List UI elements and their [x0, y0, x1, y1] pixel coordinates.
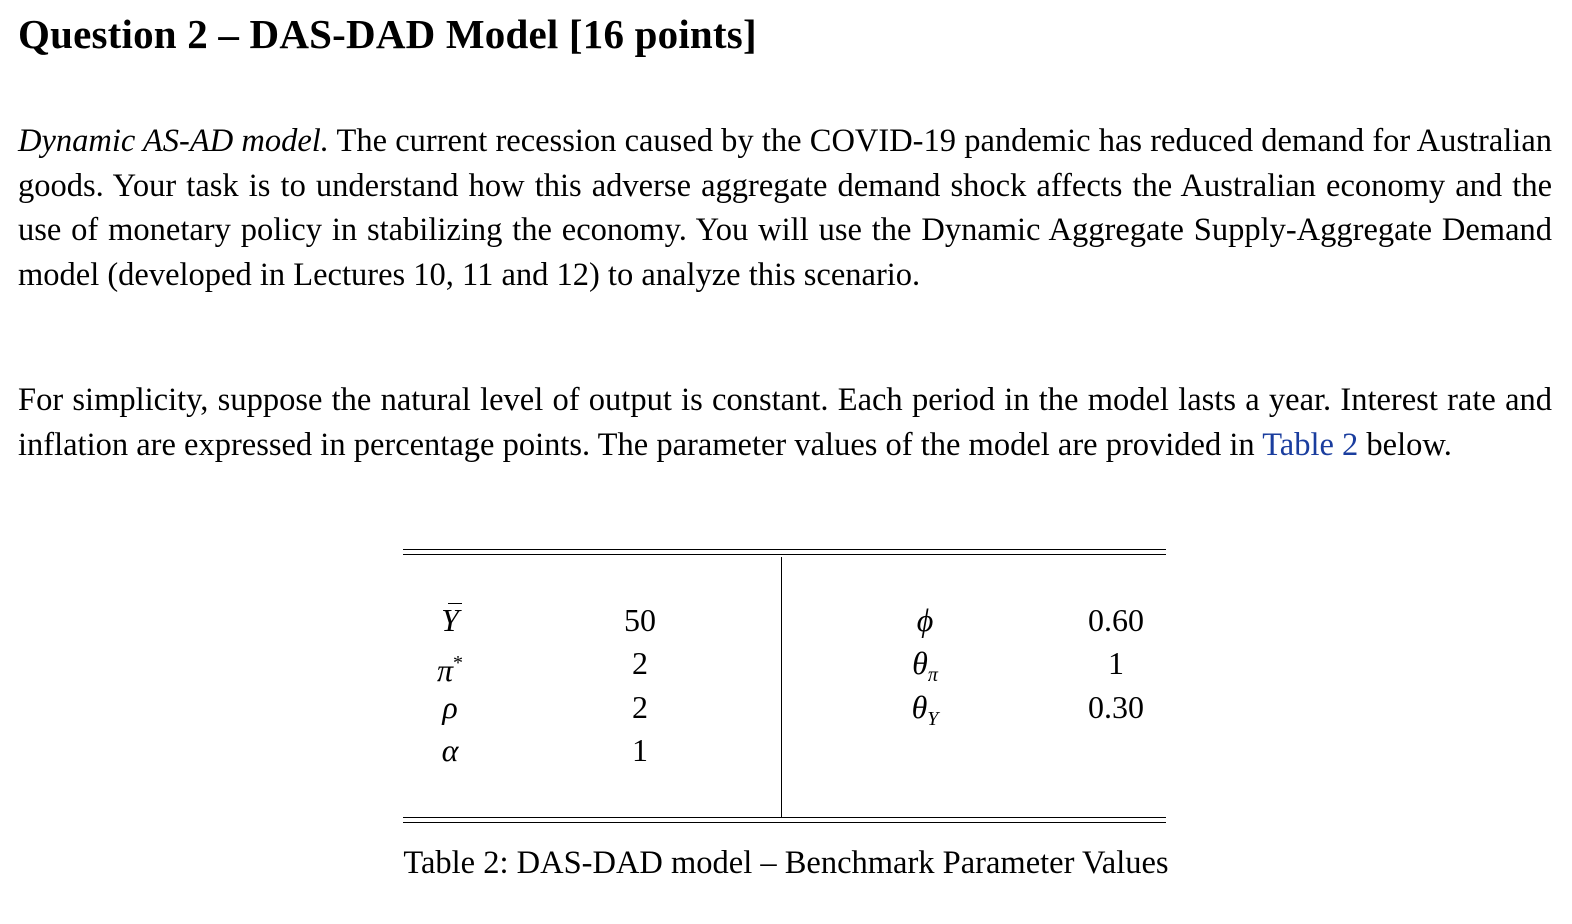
param-value: 2: [632, 645, 648, 681]
table-2-link[interactable]: Table 2: [1262, 426, 1359, 463]
table-bottom-rule-1: [403, 817, 1166, 818]
table-divider: [781, 557, 782, 817]
param-symbol: $\theta_Y$: [911, 689, 939, 730]
assumptions-paragraph: [18, 378, 1552, 467]
intro-body: The current recession caused by the COVID-19 pandemic has reduced demand for Australian goods. Your task is to understand how this adverse aggregate demand shock affects the Australian economy and the use of monetary policy in stabilizing the economy. You will use the Dynamic Aggregate Supply-Aggregate Demand model (developed in Lectures 10, 11 and 12) to analyze this scenario.: [18, 123, 1553, 293]
param-value: 50: [624, 602, 656, 638]
param-value: 1: [632, 732, 648, 768]
param-symbol: ρ: [442, 689, 458, 725]
param-value: 0.60: [1088, 602, 1144, 638]
param-value: 1: [1108, 645, 1124, 681]
table-caption: Table 2: DAS-DAD model – Benchmark Parameter Values: [403, 845, 1169, 881]
assumptions-tail: below.: [1358, 426, 1452, 463]
intro-lead: Dynamic AS-AD model.: [18, 123, 329, 159]
param-symbol: Y: [441, 602, 459, 638]
param-value: 0.30: [1088, 689, 1144, 725]
table-top-rule-2: [403, 554, 1166, 555]
table-top-rule-1: [403, 549, 1166, 550]
param-symbol: π*: [436, 652, 464, 688]
param-value: 2: [632, 689, 648, 725]
param-symbol: ϕ: [916, 602, 934, 638]
param-symbol: α: [441, 732, 459, 768]
question-title: Question 2 – DAS-DAD Model [16 points]: [18, 11, 757, 57]
assumptions-body: For simplicity, suppose the natural level of output is constant. Each period in the model lasts a year. Interest rate and inflation are expressed in percentage points. The parameter values of the model are provided in: [18, 382, 1552, 463]
param-symbol: $\theta_\pi$: [912, 645, 938, 686]
table-bottom-rule-2: [403, 822, 1166, 823]
intro-paragraph: [18, 119, 1552, 297]
